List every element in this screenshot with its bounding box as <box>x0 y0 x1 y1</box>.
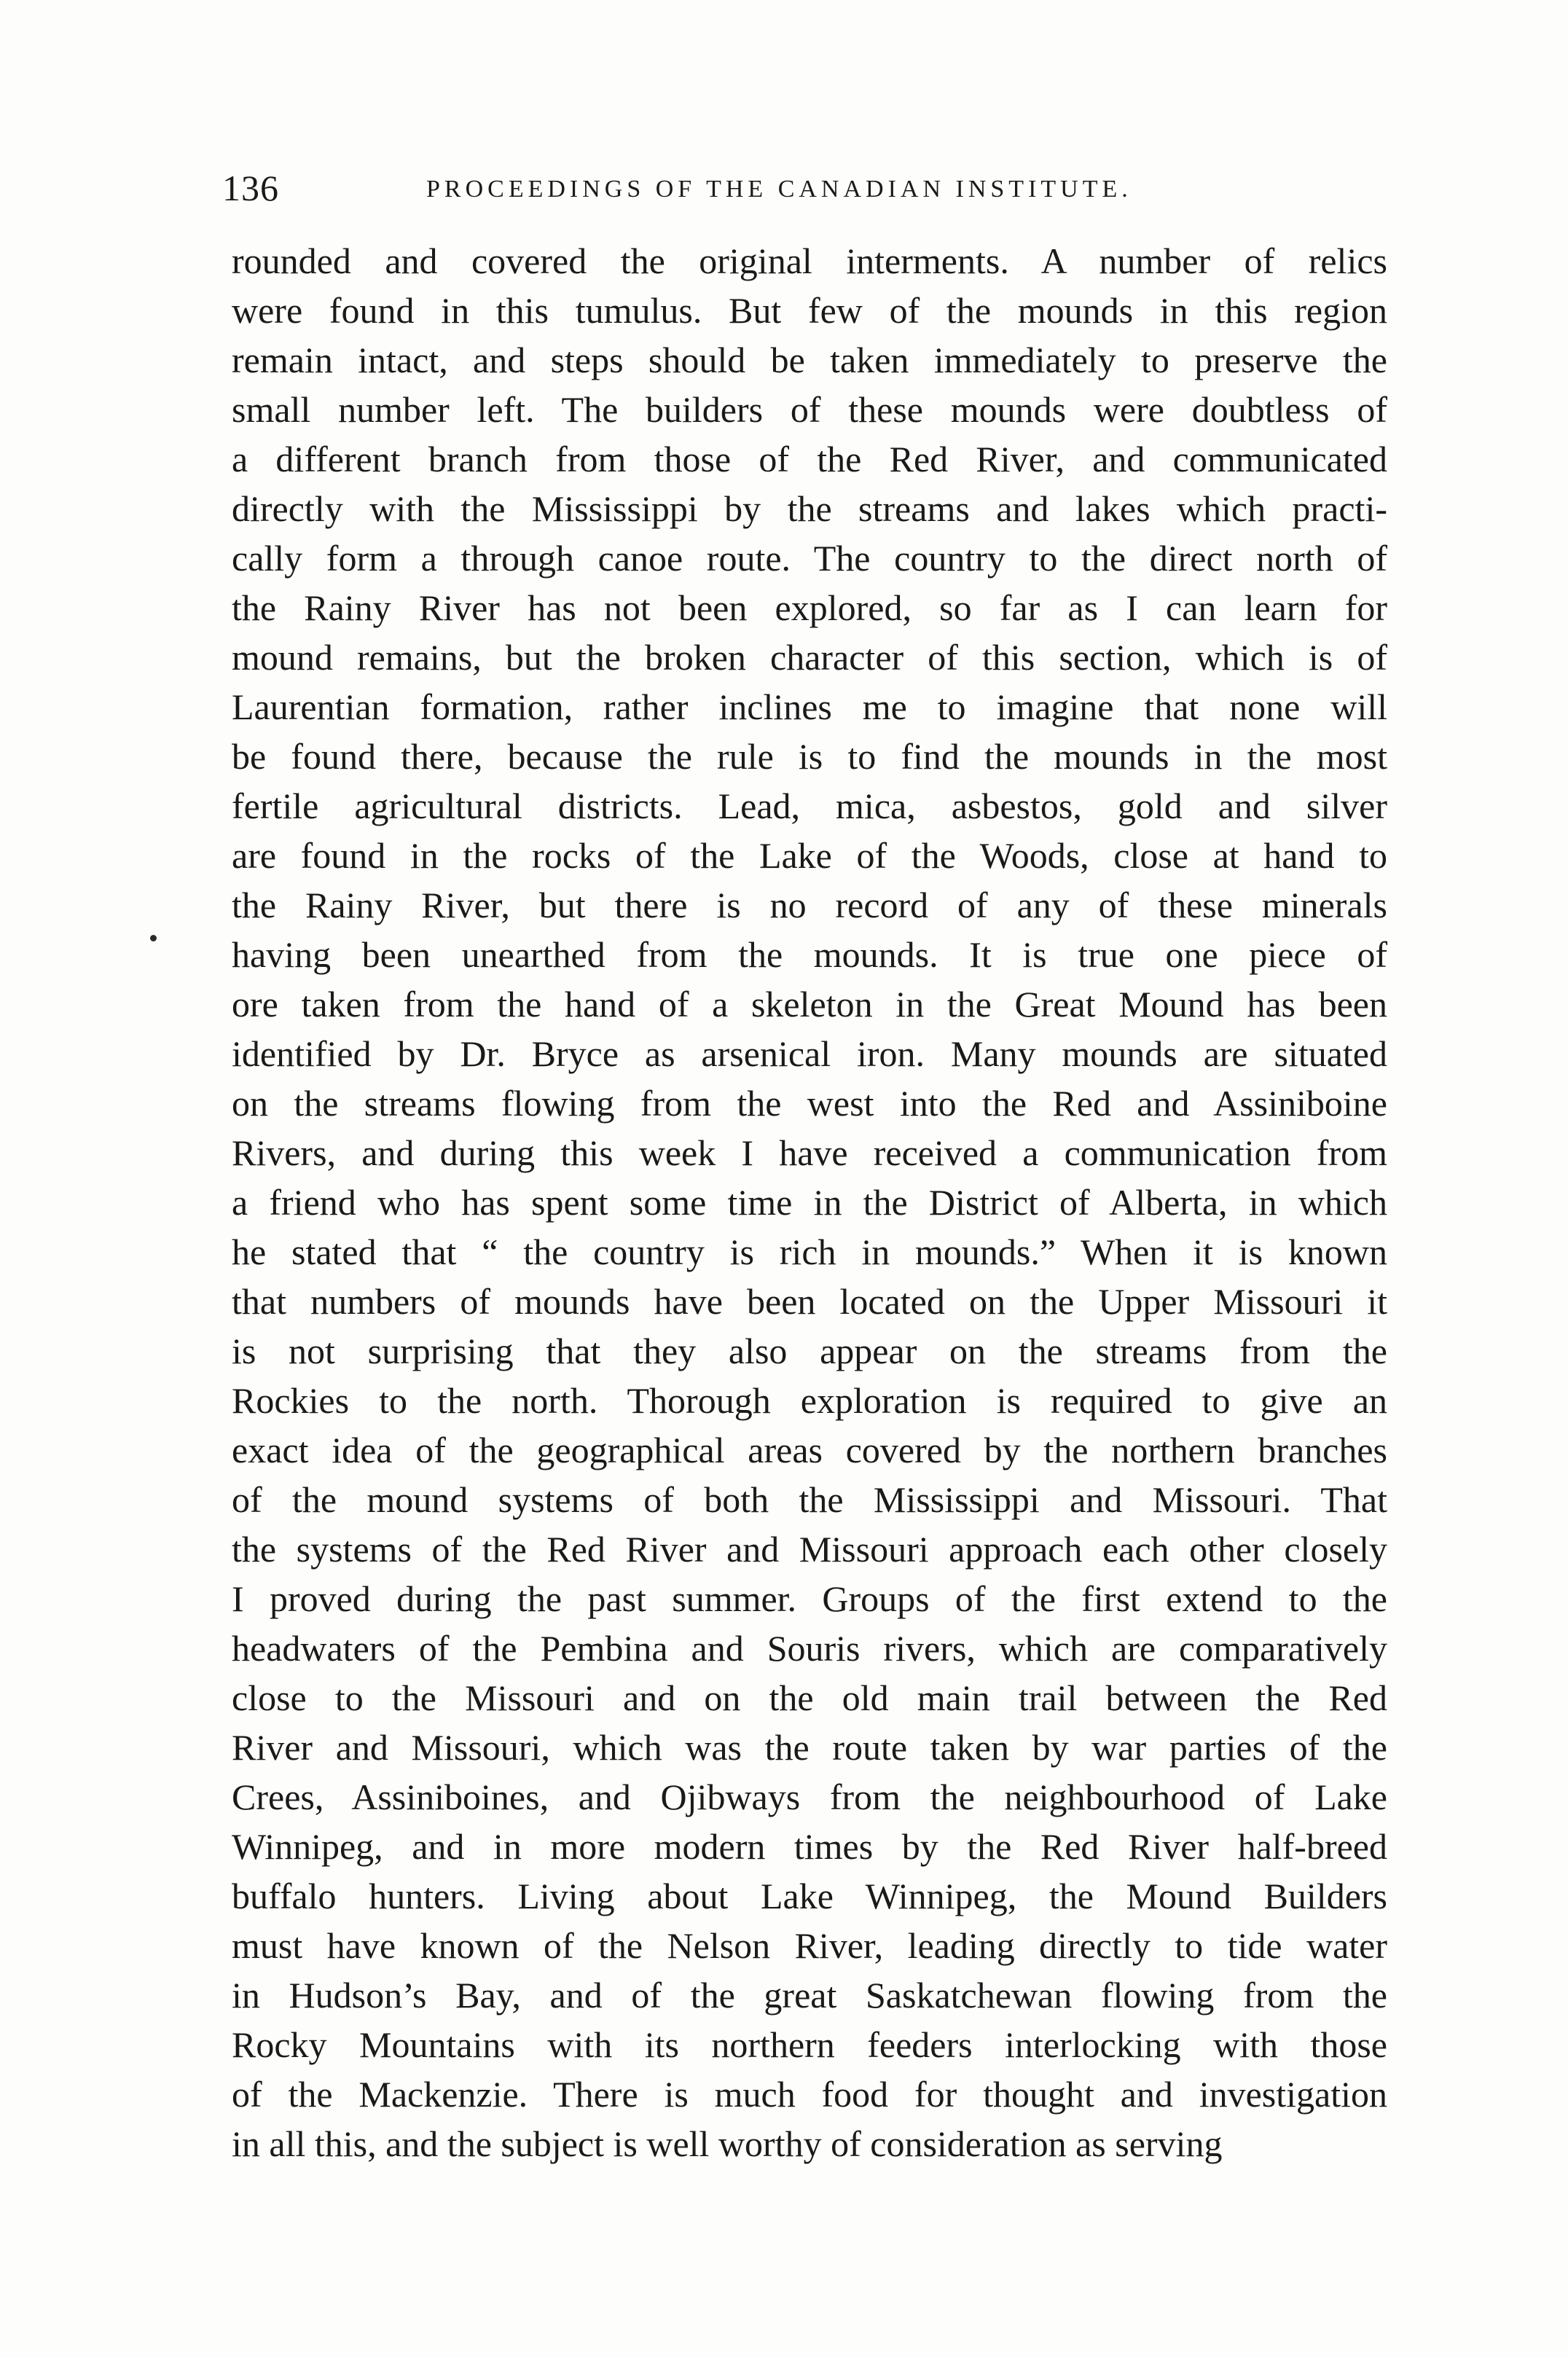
page-number: 136 <box>222 168 279 208</box>
text-line: the Rainy River has not been explored, so far as I can learn for <box>232 587 1387 628</box>
text-line: close to the Missouri and on the old main trail between the Red <box>232 1677 1387 1718</box>
journal-title: PROCEEDINGS OF THE CANADIAN INSTITUTE. <box>426 176 1132 203</box>
text-line: having been unearthed from the mounds. It is true one piece of <box>232 934 1387 975</box>
text-line: of the Mackenzie. There is much food for thought and investigation <box>232 2074 1387 2115</box>
text-line: must have known of the Nelson River, leading directly to tide water <box>232 1925 1387 1966</box>
text-line: Rockies to the north. Thorough exploration is required to give an <box>232 1380 1387 1421</box>
text-line: cally form a through canoe route. The country to the direct north of <box>232 538 1387 579</box>
text-line: exact idea of the geographical areas covered by the northern branches <box>232 1430 1387 1470</box>
text-line: headwaters of the Pembina and Souris rivers, which are comparatively <box>232 1628 1387 1669</box>
text-line: the Rainy River, but there is no record of any of these minerals <box>232 885 1387 925</box>
text-line: that numbers of mounds have been located on the Upper Missouri it <box>232 1281 1387 1322</box>
text-line: ore taken from the hand of a skeleton in the Great Mound has been <box>232 984 1387 1025</box>
text-line: fertile agricultural districts. Lead, mica, asbestos, gold and silver <box>232 786 1387 826</box>
text-line: I proved during the past summer. Groups of the first extend to the <box>232 1578 1387 1619</box>
text-line: River and Missouri, which was the route taken by war parties of the <box>232 1727 1387 1768</box>
text-line: mound remains, but the broken character of this section, which is of <box>232 637 1387 678</box>
text-line: in Hudson’s Bay, and of the great Saskatchewan flowing from the <box>232 1975 1387 2016</box>
text-line: he stated that “ the country is rich in mounds.” When it is known <box>232 1231 1387 1272</box>
text-line: Laurentian formation, rather inclines me to imagine that none will <box>232 686 1387 727</box>
text-line: Rivers, and during this week I have received a communication from <box>232 1132 1387 1173</box>
text-line: in all this, and the subject is well worthy of consideration as serving <box>232 2123 1223 2164</box>
body-text <box>232 236 1387 2169</box>
text-line: identified by Dr. Bryce as arsenical iron. Many mounds are situated <box>232 1033 1387 1074</box>
text-line: Rocky Mountains with its northern feeders interlocking with those <box>232 2024 1387 2065</box>
text-line: small number left. The builders of these mounds were doubtless of <box>232 389 1387 430</box>
text-line: on the streams flowing from the west into the Red and Assiniboine <box>232 1083 1387 1124</box>
running-head <box>222 166 1381 210</box>
text-line: directly with the Mississippi by the streams and lakes which practi- <box>232 488 1387 529</box>
text-line: is not surprising that they also appear on the streams from the <box>232 1331 1387 1371</box>
text-line: be found there, because the rule is to find the mounds in the most <box>232 736 1387 777</box>
text-line: rounded and covered the original interments. A number of relics <box>232 240 1387 281</box>
text-line: remain intact, and steps should be taken immediately to preserve the <box>232 340 1387 380</box>
text-line: a friend who has spent some time in the District of Alberta, in which <box>232 1182 1387 1223</box>
text-line: a different branch from those of the Red River, and communicated <box>232 439 1387 479</box>
text-line: the systems of the Red River and Missouri approach each other closely <box>232 1529 1387 1570</box>
text-line: Crees, Assiniboines, and Ojibways from the neighbourhood of Lake <box>232 1777 1387 1817</box>
margin-dot <box>150 935 157 941</box>
text-line: buffalo hunters. Living about Lake Winnipeg, the Mound Builders <box>232 1876 1387 1916</box>
text-line: of the mound systems of both the Mississippi and Missouri. That <box>232 1479 1387 1520</box>
text-line: were found in this tumulus. But few of the mounds in this region <box>232 290 1387 331</box>
text-line: are found in the rocks of the Lake of the Woods, close at hand to <box>232 835 1387 876</box>
text-line: Winnipeg, and in more modern times by the Red River half-breed <box>232 1826 1387 1867</box>
